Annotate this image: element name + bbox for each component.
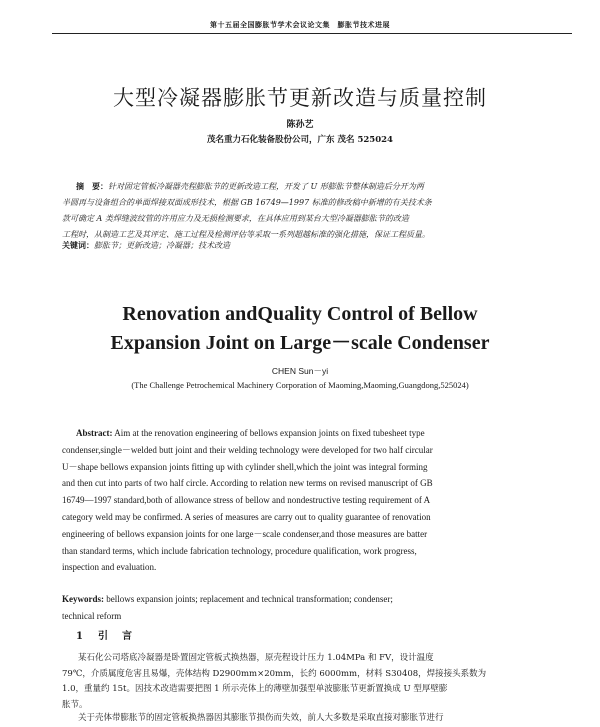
chinese-abstract-label: 摘 要： <box>76 181 108 191</box>
english-abstract-line: and then cut into parts of two half circle. According to relation new terms on revised manuscript of GB <box>62 478 433 489</box>
english-keywords-label: Keywords: <box>62 594 104 604</box>
english-abstract-line: 16749—1997 standard,both of allowance stress of bellow and nondestructive testing requirement of A <box>62 495 431 506</box>
running-header: 第十五届全国膨胀节学术会议论文集 膨胀节技术进展 <box>210 21 390 29</box>
english-abstract-line: than standard terms, which include fabrication technology, procedure qualification, work progress, <box>62 545 417 556</box>
body-line: 某石化公司塔底冷凝器是卧置固定管板式换热器，原壳程设计压力 1.04MPa 和 FV，设计温度 <box>78 653 434 663</box>
english-abstract-line: inspection and evaluation. <box>62 562 157 573</box>
english-abstract-label: Abstract: <box>76 428 113 438</box>
chinese-abstract-line: 工程时，从制造工艺及其评定、施工过程及检测评估等采取一系列超越标准的强化措施，保证工程质量。 <box>62 230 430 239</box>
body-paragraph-2: 关于壳体带膨胀节的固定管板换热器因其膨胀节损伤而失效，前人大多数是采取直接对膨胀节进行 <box>78 713 444 723</box>
chinese-abstract <box>62 178 542 243</box>
english-author: CHEN Sun－yi <box>271 366 329 376</box>
chinese-keywords-label: 关键词： <box>62 240 94 250</box>
english-title-line: Expansion Joint on Large－scale Condenser <box>110 332 490 354</box>
body-line: 1.0，重量约 15t。因技术改造需要把图 1 所示壳体上的薄壁加强型单波膨胀节更新置换成 U 型厚壁膨 <box>62 684 448 694</box>
header-rule <box>52 33 572 34</box>
chinese-keywords-text: 膨胀节；更新改造；冷凝器；技术改造 <box>94 241 230 250</box>
chinese-abstract-line: 半圆再与设备组合的单面焊接双面成形技术，根据 GB 16749—1997 标准的修改稿中新增的有关技术条 <box>62 198 432 207</box>
english-abstract-line: Abstract: Aim at the renovation engineering of bellows expansion joints on fixed tubesheet type <box>76 428 425 438</box>
section-heading <box>76 627 134 642</box>
body-line: 79℃，介质属度危害且易爆，壳体结构 D2900mm×20mm，长约 6000mm，材料 S30408，焊接接头系数为 <box>62 668 487 679</box>
chinese-author: 陈孙艺 <box>286 120 314 130</box>
section-title: 引 言 <box>98 631 134 642</box>
english-keywords-line: Keywords: bellows expansion joints; replacement and technical transformation; condenser; <box>62 594 393 604</box>
english-title <box>0 300 600 358</box>
chinese-title: 大型冷凝器膨胀节更新改造与质量控制 <box>113 86 487 110</box>
english-abstract-line: condenser,single－welded butt joint and their welding technology were developed for two half circular <box>62 444 433 455</box>
english-abstract-line: U－shape bellows expansion joints fitting up with cylinder shell,which the joint was integral forming <box>62 461 428 472</box>
chinese-abstract-line: 摘 要：针对固定管板冷凝器壳程膨胀节的更新改造工程，开发了 U 形膨胀节整体制造后分开为两 <box>76 181 424 191</box>
english-keywords-line: technical reform <box>62 610 122 621</box>
english-keywords <box>62 591 540 625</box>
chinese-keywords <box>62 240 542 251</box>
body-line: 胀节。 <box>62 699 88 710</box>
english-abstract-line: engineering of bellows expansion joints for one large－scale condenser,and those measures are batter <box>62 528 428 539</box>
english-abstract <box>62 425 540 576</box>
english-affiliation: (The Challenge Petrochemical Machinery Corporation of Maoming,Maoming,Guangdong,525024) <box>131 380 469 390</box>
section-number: 1 <box>76 631 85 642</box>
body-paragraph <box>62 651 542 698</box>
chinese-affiliation: 茂名重力石化装备股份公司，广东 茂名 525024 <box>207 135 393 145</box>
chinese-abstract-line: 款可确定 A 类焊缝波纹管的许用应力及无损检测要求，在具体应用到某台大型冷凝器膨胀节的改造 <box>62 214 409 223</box>
english-title-line: Renovation andQuality Control of Bellow <box>122 303 478 325</box>
english-abstract-line: category weld may be confirmed. A series of measures are carry out to quality guarantee of renovation <box>62 511 431 522</box>
